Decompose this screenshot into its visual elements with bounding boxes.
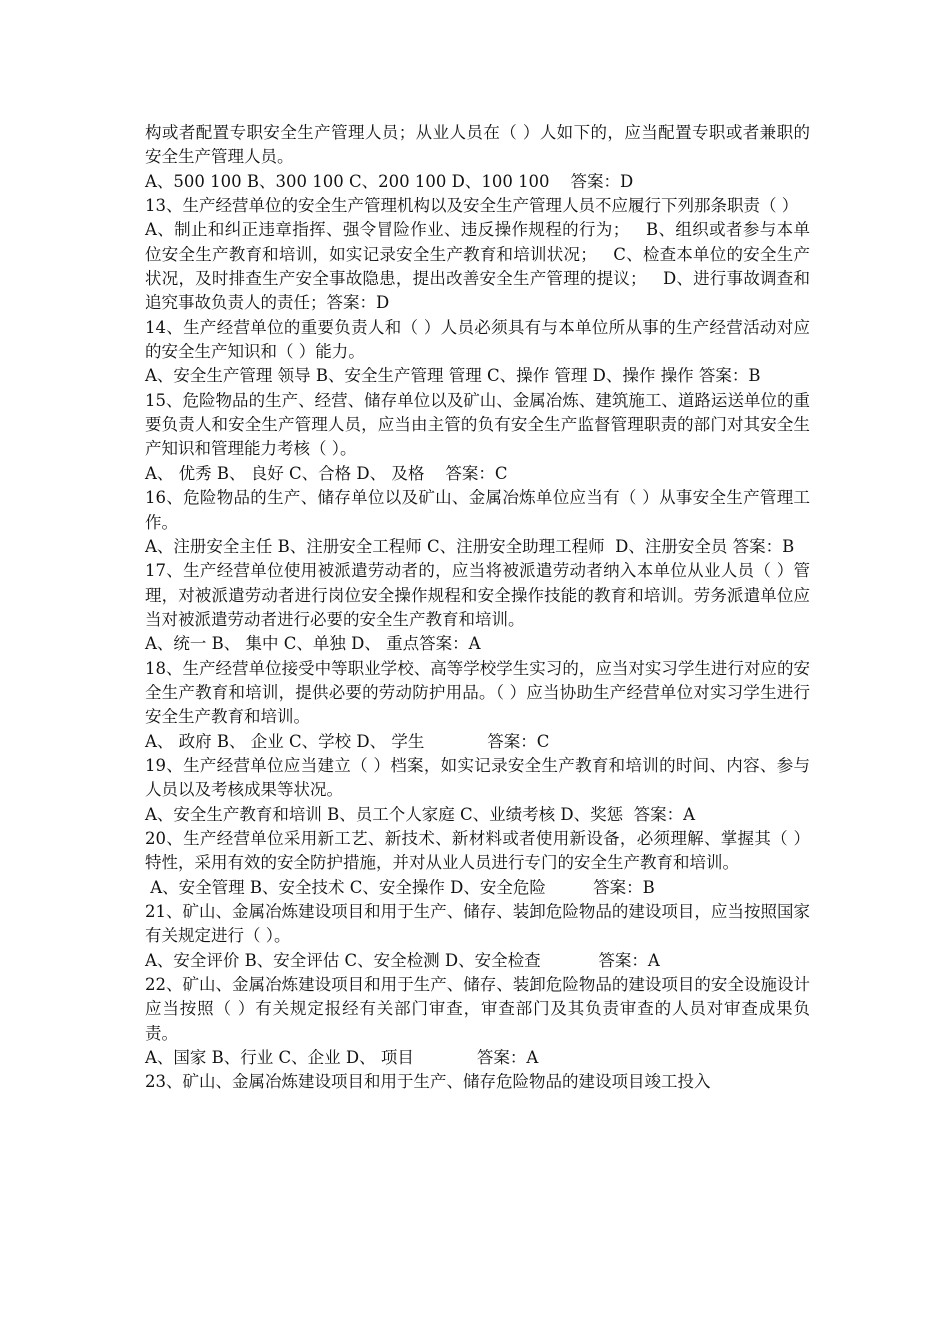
paragraph: A、安全评价 B、安全评估 C、安全检测 D、安全检查 答案：A [145, 950, 660, 970]
paragraph: A、统一 B、 集中 C、单独 D、 重点答案：A [145, 634, 481, 654]
paragraph: A、制止和纠正违章指挥、强令冒险作业、违反操作规程的行为； B、组织或者参与本单位安全生产教育和培训，如实记录安全生产教育和培训状况； C、检查本单位的安全生产状况，及时排查生产安全事故隐患，提出改善安全生产管理的提议； D、进行事故调查和追究事故负责人的责任；答案：D [145, 220, 810, 313]
paragraph: 19、生产经营单位应当建立（ ）档案，如实记录安全生产教育和培训的时间、内容、参与人员以及考核成果等状况。 [145, 755, 810, 800]
paragraph: A、 优秀 B、 良好 C、合格 D、 及格 答案：C [145, 463, 508, 483]
paragraph: A、安全生产管理 领导 B、安全生产管理 管理 C、操作 管理 D、操作 操作 答案：B [145, 366, 761, 386]
paragraph: A、 政府 B、 企业 C、学校 D、 学生 答案：C [145, 731, 550, 751]
paragraph: A、安全生产教育和培训 B、员工个人家庭 C、业绩考核 D、奖惩 答案：A [145, 804, 696, 824]
paragraph: 23、矿山、金属冶炼建设项目和用于生产、储存危险物品的建设项目竣工投入 [145, 1072, 711, 1092]
paragraph: 18、生产经营单位接受中等职业学校、高等学校学生实习的，应当对实习学生进行对应的安全生产教育和培训，提供必要的劳动防护用品。（ ）应当协助生产经营单位对实习学生进行安全生产教育和培训。 [145, 658, 810, 727]
paragraph: A、注册安全主任 B、注册安全工程师 C、注册安全助理工程师 D、注册安全员 答案：B [145, 536, 795, 556]
paragraph: 20、生产经营单位采用新工艺、新技术、新材料或者使用新设备，必须理解、掌握其（ ）特性，采用有效的安全防护措施，并对从业人员进行专门的安全生产教育和培训。 [145, 828, 810, 873]
paragraph: 构或者配置专职安全生产管理人员；从业人员在（ ）人如下的，应当配置专职或者兼职的安全生产管理人员。 [145, 123, 810, 167]
paragraph: 15、危险物品的生产、经营、储存单位以及矿山、金属冶炼、建筑施工、道路运送单位的重要负责人和安全生产管理人员，应当由主管的负有安全生产监督管理职责的部门对其安全生产知识和管理能力考核（ ）。 [145, 390, 810, 459]
paragraph: A、安全管理 B、安全技术 C、安全操作 D、安全危险 答案：B [145, 877, 655, 897]
paragraph: A、国家 B、行业 C、企业 D、 项目 答案：A [145, 1048, 539, 1068]
paragraph: 14、生产经营单位的重要负责人和（ ）人员必须具有与本单位所从事的生产经营活动对应的安全生产知识和（ ）能力。 [145, 317, 810, 362]
paragraph: 22、矿山、金属冶炼建设项目和用于生产、储存、装卸危险物品的建设项目的安全设施设计应当按照（ ）有关规定报经有关部门审查，审查部门及其负责审查的人员对审查成果负责。 [145, 975, 810, 1043]
paragraph: 13、生产经营单位的安全生产管理机构以及安全生产管理人员不应履行下列那条职责（ ） [145, 196, 799, 216]
paragraph: 16、危险物品的生产、储存单位以及矿山、金属冶炼单位应当有（ ）从事安全生产管理工作。 [145, 488, 810, 532]
paragraph: 17、生产经营单位使用被派遣劳动者的，应当将被派遣劳动者纳入本单位从业人员（ ）管理，对被派遣劳动者进行岗位安全操作规程和安全操作技能的教育和培训。劳务派遣单位应当对被派遣劳动者进行必要的安全生产教育和培训。 [145, 561, 810, 629]
paragraph: 21、矿山、金属冶炼建设项目和用于生产、储存、装卸危险物品的建设项目，应当按照国家有关规定进行（ ）。 [145, 902, 810, 946]
paragraph: A、500 100 B、300 100 C、200 100 D、100 100 答案：D [145, 171, 634, 191]
document-page [145, 121, 810, 1095]
